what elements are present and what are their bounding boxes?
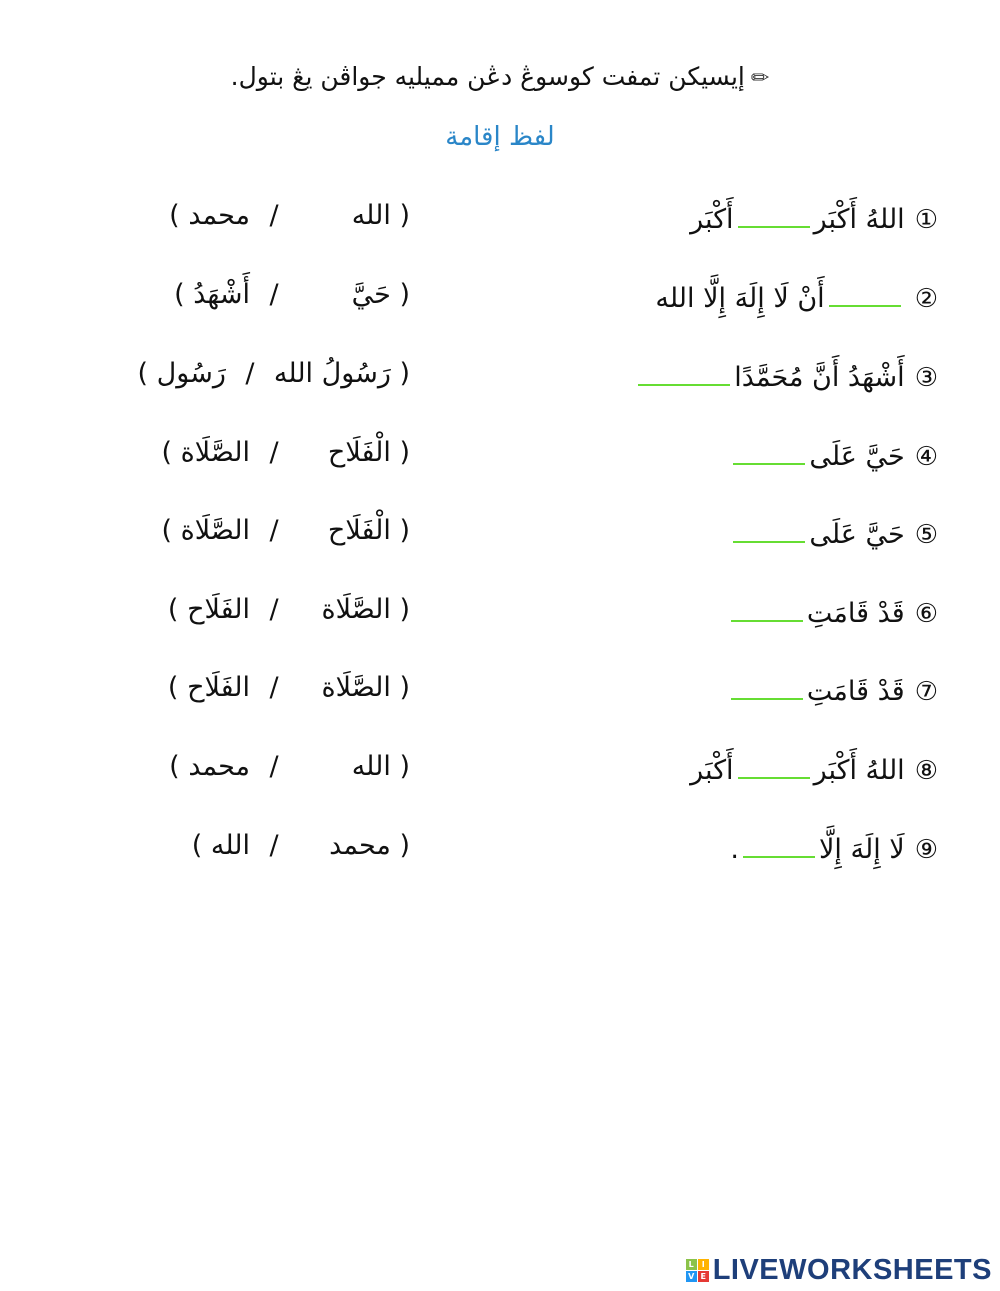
question-row (0, 594, 1000, 644)
answer-blank[interactable] (743, 830, 815, 858)
instruction-text: إيسيكن تمفت كوسوڠ دڠن مميليه جواڤن يڠ بتول. (230, 62, 745, 91)
paren-open: ( (399, 515, 410, 546)
question-text-after: . (730, 834, 740, 865)
option-1-text: الصَّلَاة (321, 672, 391, 703)
option-1 (298, 751, 410, 782)
option-2-text: الفَلَاح (187, 672, 250, 703)
paren-open: ( (399, 200, 410, 231)
option-1-text: الْفَلَاح (327, 437, 391, 468)
option-2-text: الصَّلَاة (180, 437, 250, 468)
answer-blank[interactable] (733, 515, 805, 543)
question-number: ④ (914, 442, 938, 472)
option-2-text: رَسُول (156, 358, 226, 389)
question-number: ⑧ (914, 756, 938, 786)
logo-text: LIVEWORKSHEETS (712, 1254, 992, 1286)
question-text-before: لَا إِلَهَ إِلَّا (819, 834, 905, 865)
question (730, 830, 938, 865)
option-1-text: الْفَلَاح (327, 515, 391, 546)
question-number: ⑥ (914, 599, 938, 629)
paren-open: ( (399, 830, 410, 861)
paren-open: ( (399, 594, 410, 625)
options (174, 279, 410, 310)
options (169, 200, 410, 231)
answer-blank[interactable] (731, 594, 803, 622)
option-2 (168, 594, 250, 625)
paren-open: ( (399, 672, 410, 703)
question (729, 437, 938, 472)
option-2-text: محمد (188, 751, 250, 782)
options (161, 515, 410, 546)
answer-blank[interactable] (738, 200, 810, 228)
option-1-text: محمد (329, 830, 391, 861)
option-1 (274, 358, 410, 389)
question (690, 200, 938, 235)
paren-close: ) (169, 200, 180, 231)
answer-blank[interactable] (738, 751, 810, 779)
question (729, 515, 938, 550)
option-1-text: الله (351, 751, 391, 782)
question-number: ⑦ (914, 677, 938, 707)
question-row (0, 358, 1000, 408)
logo-tile: E (698, 1271, 709, 1282)
options (138, 358, 410, 389)
option-2 (168, 672, 250, 703)
logo-tile: I (698, 1259, 709, 1270)
instruction (0, 62, 1000, 91)
paren-close: ) (161, 437, 172, 468)
option-1 (298, 594, 410, 625)
question-text-after: أَكْبَر (690, 204, 734, 235)
paren-close: ) (137, 358, 149, 389)
options (192, 830, 410, 861)
option-1-text: رَسُولُ الله (273, 358, 391, 389)
question (634, 358, 938, 393)
question-text-before: قَدْ قَامَتِ (806, 676, 905, 707)
question (727, 594, 938, 629)
logo-tiles (686, 1259, 709, 1282)
paren-open: ( (399, 279, 410, 310)
question-row (0, 830, 1000, 880)
question-text-before: حَيَّ عَلَى (809, 441, 905, 472)
question (727, 672, 938, 707)
option-1 (298, 672, 410, 703)
option-separator: / (269, 279, 279, 310)
options (161, 437, 410, 468)
option-separator: / (269, 594, 279, 625)
question-row (0, 672, 1000, 722)
option-separator: / (269, 437, 279, 468)
question-text-before: اللهُ أَكْبَر (813, 204, 905, 235)
question-text-before: حَيَّ عَلَى (809, 519, 905, 550)
question-row (0, 515, 1000, 565)
paren-close: ) (161, 515, 172, 546)
option-separator: / (269, 200, 279, 231)
question-row (0, 751, 1000, 801)
question-row (0, 200, 1000, 250)
question-text-after: أَنْ لَا إِلَهَ إِلَّا الله (655, 283, 825, 314)
question-number: ⑨ (914, 835, 938, 865)
option-2 (174, 279, 250, 310)
question-text-before: أَشْهَدُ أَنَّ مُحَمَّدًا (734, 362, 905, 393)
option-2-text: الفَلَاح (187, 594, 250, 625)
option-2-text: الصَّلَاة (180, 515, 250, 546)
paren-open: ( (399, 358, 410, 389)
option-2-text: أَشْهَدُ (193, 279, 250, 310)
question (655, 279, 938, 314)
answer-blank[interactable] (829, 279, 901, 307)
answer-blank[interactable] (731, 672, 803, 700)
option-1-text: حَيَّ (351, 279, 391, 310)
question-text-before: قَدْ قَامَتِ (806, 598, 905, 629)
option-2 (169, 200, 250, 231)
pencil-icon: ✏ (750, 66, 770, 91)
option-1 (298, 830, 410, 861)
option-separator: / (269, 751, 279, 782)
answer-blank[interactable] (733, 437, 805, 465)
option-1 (298, 200, 410, 231)
question-number: ③ (914, 363, 938, 393)
options (169, 751, 410, 782)
question-text-after: أَكْبَر (690, 755, 734, 786)
paren-close: ) (167, 672, 179, 703)
answer-blank[interactable] (638, 358, 730, 386)
option-1 (298, 437, 410, 468)
question (690, 751, 938, 786)
option-separator: / (269, 830, 279, 861)
option-2 (192, 830, 250, 861)
paren-close: ) (191, 830, 203, 861)
option-1 (298, 279, 410, 310)
option-separator: / (269, 672, 279, 703)
worksheet-title: لفظ إقامة (445, 122, 555, 152)
option-separator: / (269, 515, 279, 546)
option-2 (161, 515, 250, 546)
paren-close: ) (174, 279, 185, 310)
logo-tile: L (686, 1259, 697, 1270)
question-text-before: اللهُ أَكْبَر (813, 755, 905, 786)
option-1-text: الصَّلَاة (321, 594, 391, 625)
paren-close: ) (167, 594, 179, 625)
options (168, 594, 410, 625)
paren-open: ( (399, 437, 410, 468)
option-2 (169, 751, 250, 782)
question-row (0, 279, 1000, 329)
option-2-text: الله (210, 830, 250, 861)
question-number: ① (914, 205, 938, 235)
option-2 (138, 358, 226, 389)
option-1 (298, 515, 410, 546)
question-number: ② (914, 284, 938, 314)
paren-open: ( (399, 751, 410, 782)
question-number: ⑤ (914, 520, 938, 550)
logo-tile: V (686, 1271, 697, 1282)
option-2-text: محمد (188, 200, 250, 231)
option-1-text: الله (351, 200, 391, 231)
options (168, 672, 410, 703)
option-2 (161, 437, 250, 468)
paren-close: ) (169, 751, 180, 782)
question-row (0, 437, 1000, 487)
liveworksheets-logo (686, 1254, 992, 1287)
option-separator: / (245, 358, 255, 389)
